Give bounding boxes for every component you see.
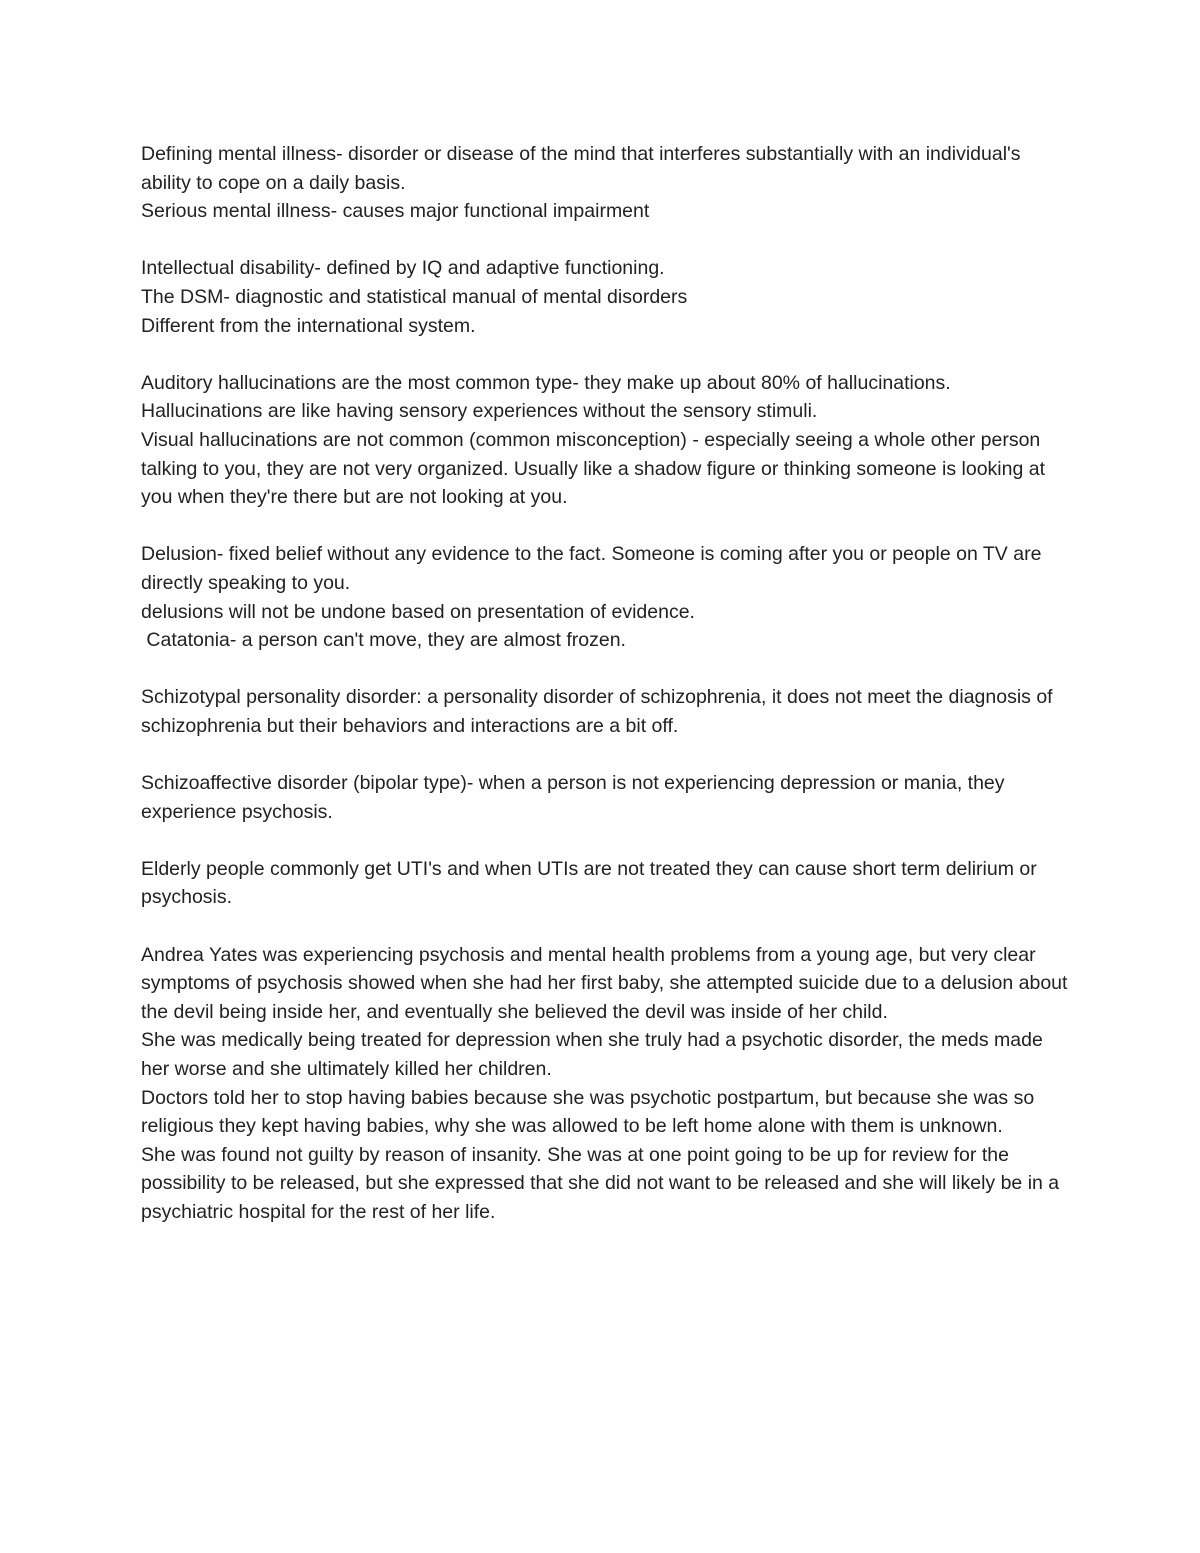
text-line: Andrea Yates was experiencing psychosis and mental health problems from a young age, but very clear symptoms of psychosis showed when she had her first baby, she attempted suicide due to a delusion about the devil being inside her, and eventually she believed the devil was inside of her child.	[141, 943, 1073, 1023]
text-line: Schizotypal personality disorder: a personality disorder of schizophrenia, it does not meet the diagnosis of schizophrenia but their behaviors and interactions are a bit off.	[141, 686, 1059, 737]
paragraph-hallucinations	[141, 369, 1071, 512]
text-line: delusions will not be undone based on presentation of evidence.	[141, 600, 695, 623]
text-line: Intellectual disability- defined by IQ and adaptive functioning.	[141, 257, 665, 280]
paragraph-delusion	[141, 540, 1071, 654]
paragraph-elderly-uti	[141, 855, 1071, 912]
text-line: Catatonia- a person can't move, they are almost frozen.	[141, 629, 626, 652]
text-line: Elderly people commonly get UTI's and when UTIs are not treated they can cause short term delirium or psychosis.	[141, 857, 1043, 909]
text-line: She was medically being treated for depression when she truly had a psychotic disorder, the meds made her worse and she ultimately killed her children.	[141, 1029, 1049, 1080]
text-line: The DSM- diagnostic and statistical manual of mental disorders	[141, 285, 688, 308]
text-line: Different from the international system.	[141, 314, 476, 337]
document-body	[141, 140, 1071, 1227]
text-line: Doctors told her to stop having babies because she was psychotic postpartum, but because she was so religious they kept having babies, why she was allowed to be left home alone with them is unknown.	[141, 1086, 1040, 1138]
paragraph-schizotypal	[141, 683, 1071, 740]
paragraph-intellectual-disability	[141, 254, 1071, 340]
text-line: She was found not guilty by reason of insanity. She was at one point going to be up for review for the possibility to be released, but she expressed that she did not want to be released and she will likely be in a psychiatric hospital for the rest of her life.	[141, 1143, 1065, 1223]
text-line: Schizoaffective disorder (bipolar type)- when a person is not experiencing depression or mania, they experience psychosis.	[141, 772, 1010, 823]
text-line: Delusion- fixed belief without any evidence to the fact. Someone is coming after you or people on TV are directly speaking to you.	[141, 543, 1047, 594]
text-line: Hallucinations are like having sensory experiences without the sensory stimuli.	[141, 400, 818, 423]
paragraph-andrea-yates	[141, 941, 1071, 1227]
paragraph-mental-illness	[141, 140, 1071, 226]
text-line: Auditory hallucinations are the most common type- they make up about 80% of hallucinations.	[141, 371, 951, 394]
text-line: Defining mental illness- disorder or disease of the mind that interferes substantially with an individual's ability to cope on a daily basis.	[141, 143, 1026, 194]
text-line: Visual hallucinations are not common (common misconception) - especially seeing a whole other person talking to you, they are not very organized. Usually like a shadow figure or thinking someone is looking at you when they're there but are not looking at you.	[141, 428, 1051, 509]
text-line: Serious mental illness- causes major functional impairment	[141, 200, 650, 223]
paragraph-schizoaffective	[141, 769, 1071, 826]
